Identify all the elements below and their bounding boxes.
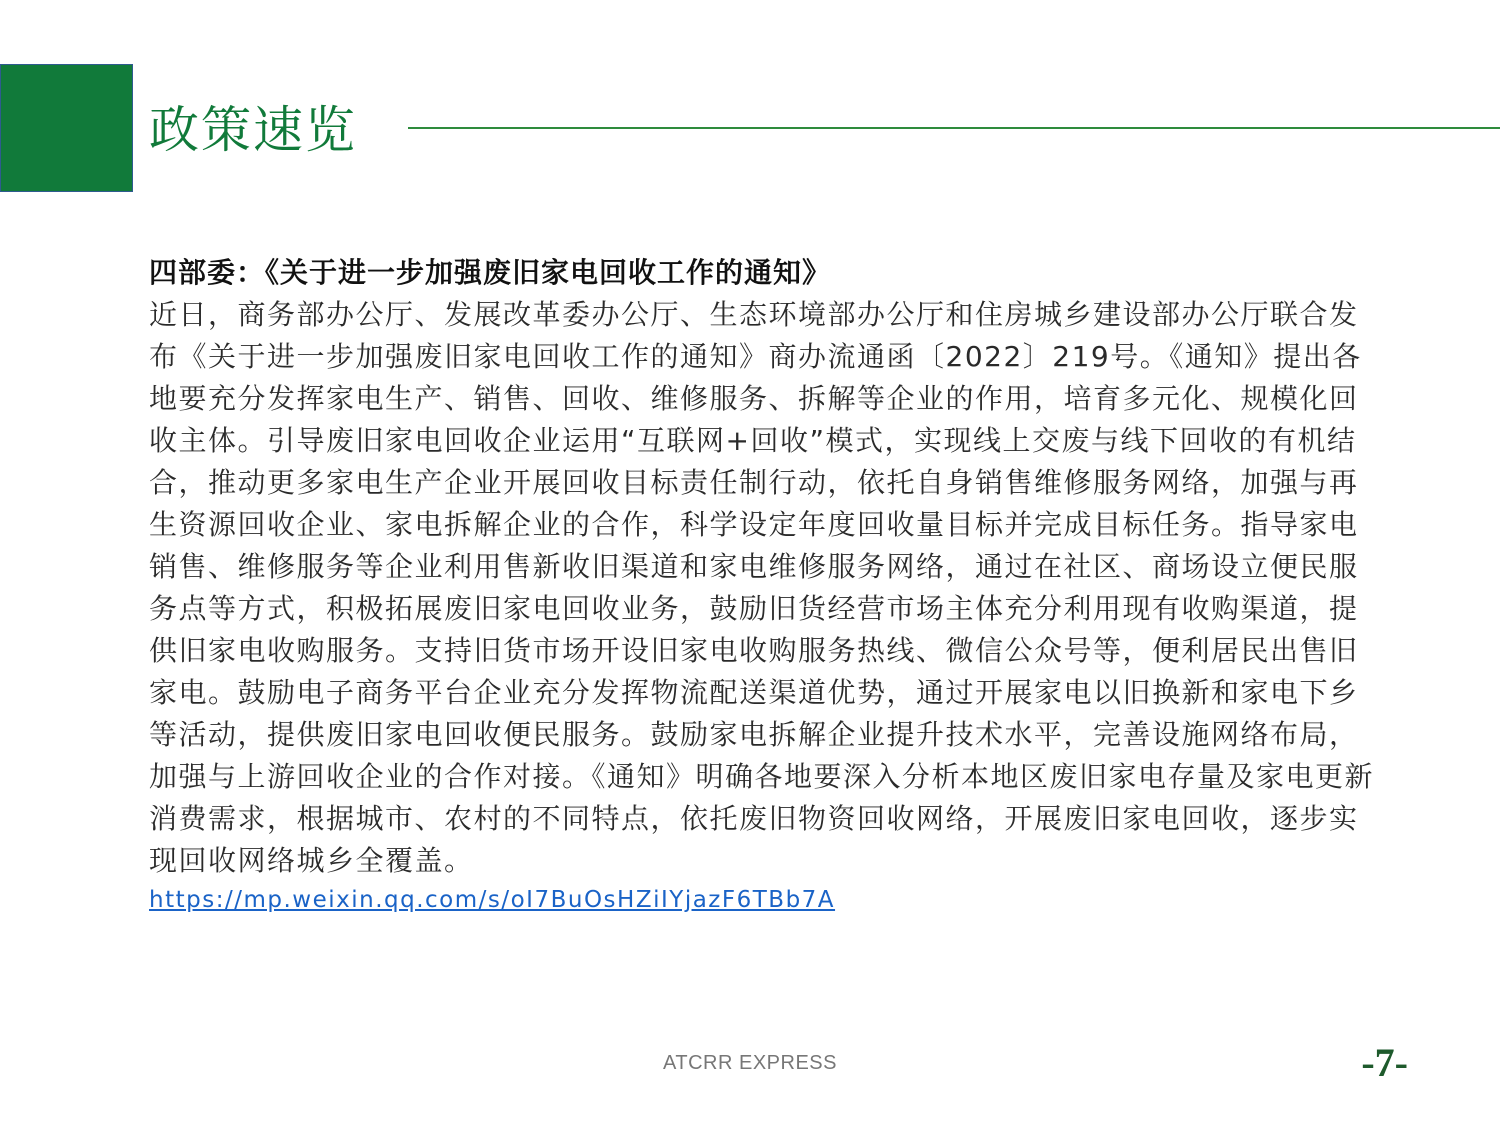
article	[149, 252, 1379, 918]
source-link[interactable]: https://mp.weixin.qq.com/s/oI7BuOsHZiIYjazF6TBb7A	[149, 887, 836, 913]
article-title: 四部委：《关于进一步加强废旧家电回收工作的通知》	[149, 256, 832, 289]
article-body: 近日，商务部办公厅、发展改革委办公厅、生态环境部办公厅和住房城乡建设部办公厅联合发布《关于进一步加强废旧家电回收工作的通知》商办流通函〔2022〕219号。《通知》提出各地要充分发挥家电生产、销售、回收、维修服务、拆解等企业的作用，培育多元化、规模化回收主体。引导废旧家电回收企业运用“互联网+回收”模式，实现线上交废与线下回收的有机结合，推动更多家电生产企业开展回收目标责任制行动，依托自身销售维修服务网络，加强与再生资源回收企业、家电拆解企业的合作，科学设定年度回收量目标并完成目标任务。指导家电销售、维修服务等企业利用售新收旧渠道和家电维修服务网络，通过在社区、商场设立便民服务点等方式，积极拓展废旧家电回收业务，鼓励旧货经营市场主体充分利用现有收购渠道，提供旧家电收购服务。支持旧货市场开设旧家电收购服务热线、微信公众号等，便利居民出售旧家电。鼓励电子商务平台企业充分发挥物流配送渠道优势，通过开展家电以旧换新和家电下乡等活动，提供废旧家电回收便民服务。鼓励家电拆解企业提升技术水平，完善设施网络布局，加强与上游回收企业的合作对接。《通知》明确各地要深入分析本地区废旧家电存量及家电更新消费需求，根据城市、农村的不同特点，依托废旧物资回收网络，开展废旧家电回收，逐步实现回收网络城乡全覆盖。	[149, 298, 1375, 877]
page-number: -7-	[1361, 1040, 1408, 1085]
section-title: 政策速览	[149, 101, 357, 159]
footer-brand: ATCRR EXPRESS	[663, 1052, 837, 1074]
header-color-block	[0, 64, 133, 192]
header-divider	[408, 127, 1500, 129]
